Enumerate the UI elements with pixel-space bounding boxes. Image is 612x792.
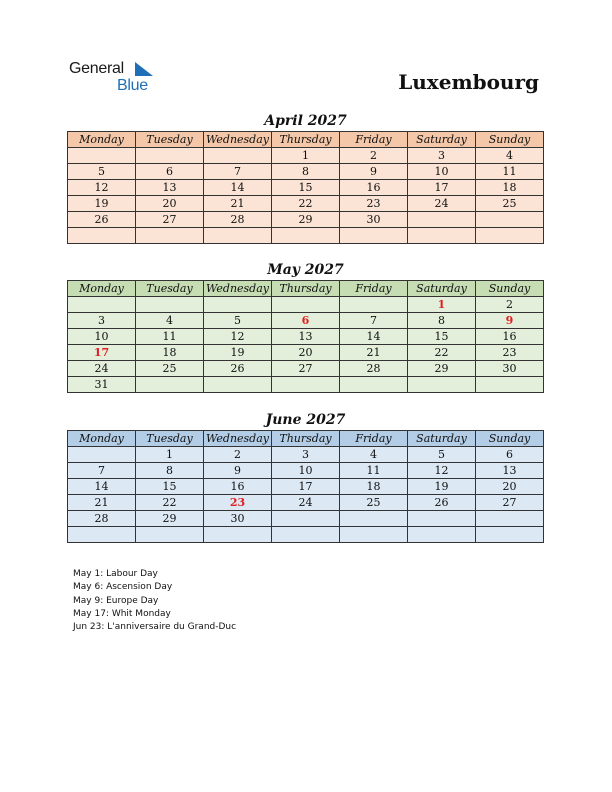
- day-cell: 13: [272, 329, 340, 345]
- empty-cell: [408, 228, 476, 244]
- month-title: May 2027: [267, 262, 344, 278]
- day-cell: 24: [408, 196, 476, 212]
- empty-cell: [136, 148, 204, 164]
- week-row: [68, 313, 544, 329]
- month-june: [67, 411, 544, 543]
- day-cell: 15: [272, 180, 340, 196]
- day-cell: 27: [476, 495, 544, 511]
- day-cell: 14: [204, 180, 272, 196]
- weekday-header: Thursday: [272, 132, 340, 148]
- weekday-header: Wednesday: [204, 281, 272, 297]
- day-cell: 11: [340, 463, 408, 479]
- weekday-header: Monday: [68, 132, 136, 148]
- day-cell: 15: [408, 329, 476, 345]
- day-cell: 17: [408, 180, 476, 196]
- weekday-header: Monday: [68, 431, 136, 447]
- day-cell: 22: [408, 345, 476, 361]
- weekday-header: Thursday: [272, 431, 340, 447]
- weekday-header: Sunday: [476, 281, 544, 297]
- day-cell: 21: [340, 345, 408, 361]
- day-cell: 8: [136, 463, 204, 479]
- weekday-header: Tuesday: [136, 281, 204, 297]
- day-cell: 22: [272, 196, 340, 212]
- day-cell: 23: [340, 196, 408, 212]
- empty-cell: [68, 527, 136, 543]
- day-cell: 20: [136, 196, 204, 212]
- day-cell: 16: [340, 180, 408, 196]
- empty-cell: [204, 527, 272, 543]
- empty-cell: [476, 527, 544, 543]
- day-cell: 25: [476, 196, 544, 212]
- holiday-note: May 1: Labour Day: [73, 569, 158, 579]
- month-april: [67, 112, 544, 244]
- week-row: [68, 148, 544, 164]
- empty-cell: [272, 511, 340, 527]
- empty-cell: [340, 377, 408, 393]
- week-row: [68, 228, 544, 244]
- weekday-header: Friday: [340, 132, 408, 148]
- empty-cell: [476, 511, 544, 527]
- day-cell: 9: [340, 164, 408, 180]
- day-cell: 3: [272, 447, 340, 463]
- day-cell: 25: [340, 495, 408, 511]
- day-cell: 29: [272, 212, 340, 228]
- day-cell: 28: [204, 212, 272, 228]
- weekday-header: Saturday: [408, 281, 476, 297]
- empty-cell: [340, 297, 408, 313]
- day-cell: 20: [476, 479, 544, 495]
- day-cell: 13: [476, 463, 544, 479]
- empty-cell: [136, 527, 204, 543]
- logo: [69, 60, 169, 96]
- calendar-grid: [67, 280, 544, 393]
- month-title: June 2027: [265, 412, 346, 428]
- holiday-day-cell: 6: [272, 313, 340, 329]
- day-cell: 14: [340, 329, 408, 345]
- day-cell: 12: [204, 329, 272, 345]
- week-row: [68, 180, 544, 196]
- week-row: [68, 345, 544, 361]
- day-cell: 15: [136, 479, 204, 495]
- day-cell: 19: [204, 345, 272, 361]
- day-cell: 8: [408, 313, 476, 329]
- empty-cell: [68, 297, 136, 313]
- weekday-header: Thursday: [272, 281, 340, 297]
- empty-cell: [272, 228, 340, 244]
- day-cell: 10: [272, 463, 340, 479]
- week-row: [68, 479, 544, 495]
- empty-cell: [476, 228, 544, 244]
- weekday-header: Sunday: [476, 431, 544, 447]
- day-cell: 4: [136, 313, 204, 329]
- day-cell: 28: [340, 361, 408, 377]
- holiday-day-cell: 9: [476, 313, 544, 329]
- logo-text-general: General: [69, 60, 124, 77]
- logo-text-blue: Blue: [117, 77, 148, 94]
- week-row: [68, 196, 544, 212]
- holiday-note: May 9: Europe Day: [73, 595, 159, 606]
- day-cell: 3: [408, 148, 476, 164]
- empty-cell: [340, 527, 408, 543]
- empty-cell: [272, 527, 340, 543]
- day-cell: 7: [340, 313, 408, 329]
- day-cell: 24: [68, 361, 136, 377]
- day-cell: 6: [476, 447, 544, 463]
- day-cell: 2: [204, 447, 272, 463]
- holiday-day-cell: 23: [204, 495, 272, 511]
- empty-cell: [204, 377, 272, 393]
- weekday-header: Wednesday: [204, 132, 272, 148]
- day-cell: 26: [408, 495, 476, 511]
- day-cell: 14: [68, 479, 136, 495]
- day-cell: 12: [68, 180, 136, 196]
- empty-cell: [204, 228, 272, 244]
- day-cell: 31: [68, 377, 136, 393]
- day-cell: 30: [204, 511, 272, 527]
- day-cell: 10: [408, 164, 476, 180]
- holiday-note: Jun 23: L'anniversaire du Grand-Duc: [73, 622, 237, 633]
- day-cell: 21: [204, 196, 272, 212]
- weekday-header: Tuesday: [136, 431, 204, 447]
- day-cell: 7: [68, 463, 136, 479]
- day-cell: 5: [204, 313, 272, 329]
- day-cell: 12: [408, 463, 476, 479]
- week-row: [68, 361, 544, 377]
- day-cell: 17: [272, 479, 340, 495]
- day-cell: 25: [136, 361, 204, 377]
- day-cell: 6: [136, 164, 204, 180]
- day-cell: 30: [476, 361, 544, 377]
- holiday-day-cell: 17: [68, 345, 136, 361]
- weekday-header: Saturday: [408, 132, 476, 148]
- logo-triangle-icon: [135, 62, 153, 76]
- empty-cell: [68, 447, 136, 463]
- empty-cell: [408, 527, 476, 543]
- country-title: Luxembourg: [398, 70, 539, 94]
- week-row: [68, 212, 544, 228]
- day-cell: 18: [340, 479, 408, 495]
- empty-cell: [408, 212, 476, 228]
- week-row: [68, 495, 544, 511]
- weekday-header: Tuesday: [136, 132, 204, 148]
- day-cell: 18: [136, 345, 204, 361]
- day-cell: 30: [340, 212, 408, 228]
- day-cell: 27: [136, 212, 204, 228]
- day-cell: 29: [408, 361, 476, 377]
- holiday-notes: [73, 568, 236, 634]
- empty-cell: [340, 228, 408, 244]
- week-row: [68, 164, 544, 180]
- empty-cell: [272, 297, 340, 313]
- day-cell: 10: [68, 329, 136, 345]
- weekday-header: Sunday: [476, 132, 544, 148]
- day-cell: 8: [272, 164, 340, 180]
- day-cell: 2: [340, 148, 408, 164]
- month-may: [67, 261, 544, 393]
- empty-cell: [136, 297, 204, 313]
- weekday-header: Saturday: [408, 431, 476, 447]
- day-cell: 29: [136, 511, 204, 527]
- weekday-header: Friday: [340, 431, 408, 447]
- holiday-note: May 6: Ascension Day: [73, 582, 173, 593]
- day-cell: 28: [68, 511, 136, 527]
- day-cell: 9: [204, 463, 272, 479]
- day-cell: 1: [136, 447, 204, 463]
- empty-cell: [476, 377, 544, 393]
- day-cell: 11: [476, 164, 544, 180]
- day-cell: 1: [272, 148, 340, 164]
- day-cell: 13: [136, 180, 204, 196]
- empty-cell: [476, 212, 544, 228]
- day-cell: 3: [68, 313, 136, 329]
- empty-cell: [408, 511, 476, 527]
- day-cell: 5: [68, 164, 136, 180]
- empty-cell: [272, 377, 340, 393]
- day-cell: 26: [204, 361, 272, 377]
- day-cell: 16: [476, 329, 544, 345]
- day-cell: 5: [408, 447, 476, 463]
- weekday-header: Wednesday: [204, 431, 272, 447]
- day-cell: 26: [68, 212, 136, 228]
- empty-cell: [136, 228, 204, 244]
- week-row: [68, 297, 544, 313]
- week-row: [68, 447, 544, 463]
- calendar-grid: [67, 430, 544, 543]
- empty-cell: [136, 377, 204, 393]
- day-cell: 18: [476, 180, 544, 196]
- week-row: [68, 463, 544, 479]
- empty-cell: [204, 297, 272, 313]
- day-cell: 7: [204, 164, 272, 180]
- day-cell: 24: [272, 495, 340, 511]
- month-title: April 2027: [264, 113, 347, 129]
- day-cell: 19: [68, 196, 136, 212]
- day-cell: 23: [476, 345, 544, 361]
- week-row: [68, 329, 544, 345]
- empty-cell: [204, 148, 272, 164]
- empty-cell: [68, 148, 136, 164]
- day-cell: 20: [272, 345, 340, 361]
- empty-cell: [68, 228, 136, 244]
- day-cell: 4: [340, 447, 408, 463]
- calendar-grid: [67, 131, 544, 244]
- holiday-day-cell: 1: [408, 297, 476, 313]
- day-cell: 27: [272, 361, 340, 377]
- week-row: [68, 377, 544, 393]
- day-cell: 19: [408, 479, 476, 495]
- day-cell: 11: [136, 329, 204, 345]
- week-row: [68, 527, 544, 543]
- day-cell: 22: [136, 495, 204, 511]
- weekday-header: Monday: [68, 281, 136, 297]
- week-row: [68, 511, 544, 527]
- weekday-header: Friday: [340, 281, 408, 297]
- empty-cell: [340, 511, 408, 527]
- day-cell: 2: [476, 297, 544, 313]
- holiday-note: May 17: Whit Monday: [73, 608, 171, 619]
- empty-cell: [408, 377, 476, 393]
- day-cell: 4: [476, 148, 544, 164]
- day-cell: 16: [204, 479, 272, 495]
- day-cell: 21: [68, 495, 136, 511]
